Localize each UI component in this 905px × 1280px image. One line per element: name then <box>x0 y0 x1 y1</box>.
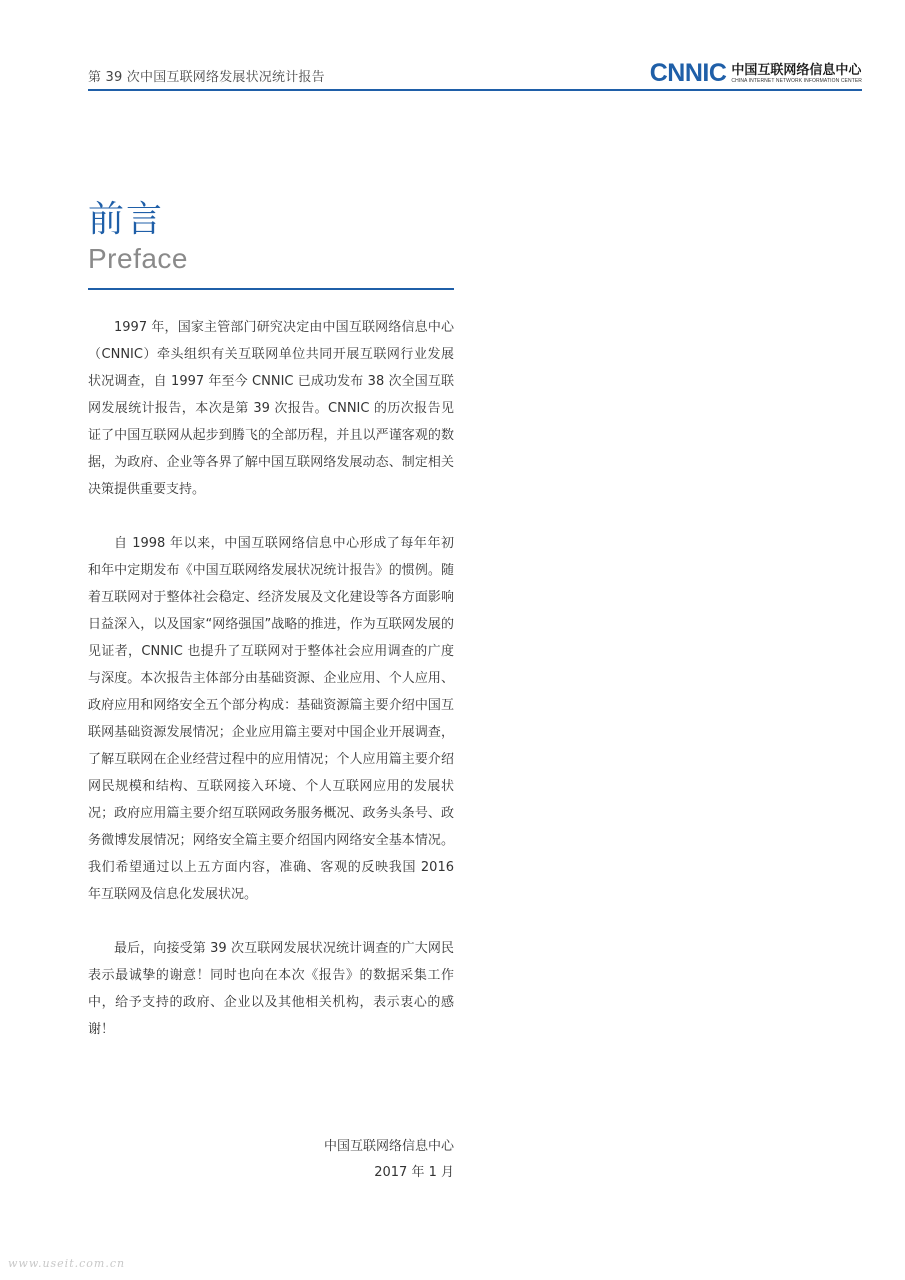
section-title-cn: 前言 <box>88 199 165 240</box>
paragraph-1: 1997 年，国家主管部门研究决定由中国互联网络信息中心（CNNIC）牵头组织有关互联网单位共同开展互联网行业发展状况调查，自 1997 年至今 CNNIC 已成功发布 38 次全国互联网发展统计报告，本次是第 39 次报告。CNNIC 的历次报告见证了中国互联网从起步到腾飞的全部历程，并且以严谨客观的数据，为政府、企业等各界了解中国互联网络发展动态、制定相关决策提供重要支持。 <box>88 320 454 497</box>
logo-mark: CNNIC <box>649 59 727 87</box>
signature-date: 2017 年 1 月 <box>374 1165 454 1180</box>
section-title-block <box>88 196 454 274</box>
paragraph-2: 自 1998 年以来，中国互联网络信息中心形成了每年年初和年中定期发布《中国互联网络发展状况统计报告》的惯例。随着互联网对于整体社会稳定、经济发展及文化建设等各方面影响日益深入，以及国家“网络强国”战略的推进，作为互联网发展的见证者，CNNIC 也提升了互联网对于整体社会应用调查的广度与深度。本次报告主体部分由基础资源、企业应用、个人应用、政府应用和网络安全五个部分构成：基础资源篇主要介绍中国互联网基础资源发展情况；企业应用篇主要对中国企业开展调查，了解互联网在企业经营过程中的应用情况；个人应用篇主要介绍网民规模和结构、互联网接入环境、个人互联网应用的发展状况；政府应用篇主要介绍互联网政务服务概况、政务头条号、政务微博发展情况；网络安全篇主要介绍国内网络安全基本情况。我们希望通过以上五方面内容，准确、客观的反映我国 2016 年互联网及信息化发展状况。 <box>88 536 454 902</box>
title-divider <box>88 288 454 290</box>
signature-org: 中国互联网络信息中心 <box>323 1139 454 1154</box>
preface-body <box>88 314 454 1070</box>
page-header <box>88 59 862 92</box>
signature-block <box>324 1134 454 1186</box>
logo-cn-name: 中国互联网络信息中心 <box>731 62 862 78</box>
section-title-en: Preface <box>88 243 188 274</box>
cnnic-logo <box>650 60 862 86</box>
paragraph-3: 最后，向接受第 39 次互联网发展状况统计调查的广大网民表示最诚挚的谢意！同时也向在本次《报告》的数据采集工作中，给予支持的政府、企业以及其他相关机构，表示衷心的感谢！ <box>88 941 454 1037</box>
logo-text <box>731 63 862 84</box>
site-watermark: www.useit.com.cn <box>8 1257 126 1270</box>
logo-en-name: CHINA INTERNET NETWORK INFORMATION CENTER <box>731 77 862 84</box>
header-divider <box>88 89 862 91</box>
report-title: 第 39 次中国互联网络发展状况统计报告 <box>88 70 325 85</box>
